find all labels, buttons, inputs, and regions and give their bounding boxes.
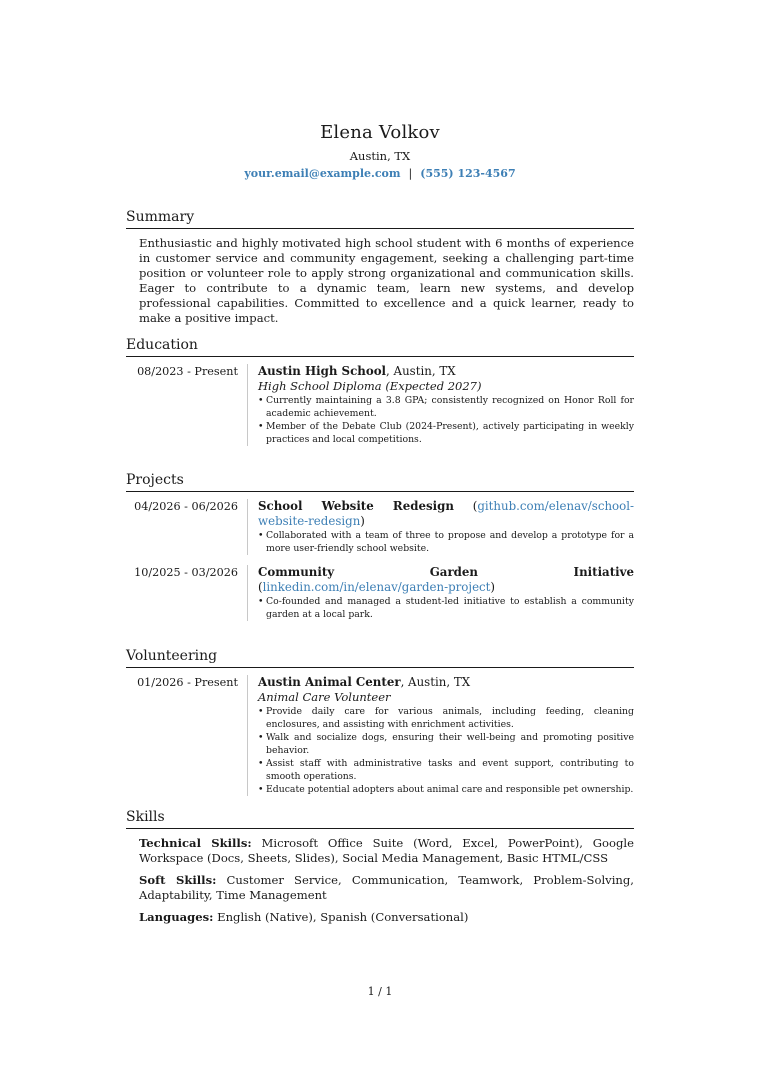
- phone-link[interactable]: (555) 123-4567: [420, 167, 516, 180]
- entry-bullets: [258, 394, 634, 446]
- education-section: [126, 336, 634, 456]
- project-name: School Website Redesign: [258, 499, 454, 513]
- entry-title: [258, 499, 634, 529]
- project-link[interactable]: linkedin.com/in/elenav/garden-project: [262, 580, 491, 594]
- section-title-skills: Skills: [126, 808, 634, 829]
- bullet-item: • Member of the Debate Club (2024-Present), actively participating in weekly practices and local competitions.: [258, 420, 634, 446]
- project-link[interactable]: github.com/elenav/school-website-redesign: [258, 499, 635, 528]
- skill-technical: [139, 836, 634, 866]
- candidate-location: Austin, TX: [349, 149, 411, 163]
- entry-body: [247, 565, 634, 621]
- paren-close: ): [360, 514, 365, 528]
- bullet-item: • Currently maintaining a 3.8 GPA; consistently recognized on Honor Roll for academic achievement.: [258, 394, 634, 420]
- entry-date: 04/2026 - 06/2026: [134, 500, 238, 513]
- entry-body: [247, 499, 634, 555]
- summary-text: Enthusiastic and highly motivated high school student with 6 months of experience in customer service and community engagement, seeking a challenging part-time position or volunteer role to apply strong organizational and communication skills. Eager to contribute to a dynamic team, learn new systems, and develop professional capabilities. Committed to excellence and a quick learner, ready to make a positive impact.: [139, 236, 634, 325]
- volunteering-section: [126, 647, 634, 806]
- projects-section: [126, 471, 634, 631]
- entry-date: 08/2023 - Present: [137, 365, 238, 378]
- entry-bullets: [258, 529, 634, 555]
- section-title-summary: Summary: [126, 208, 634, 229]
- bullet-item: • Walk and socialize dogs, ensuring their well-being and promoting positive behavior.: [258, 731, 634, 757]
- skill-value: English (Native), Spanish (Conversational): [213, 910, 469, 924]
- email-link[interactable]: your.email@example.com: [244, 167, 401, 180]
- entry-date: 01/2026 - Present: [137, 676, 238, 689]
- skill-label: Technical Skills:: [139, 836, 252, 850]
- bullet-item: • Collaborated with a team of three to propose and develop a prototype for a more user-friendly school website.: [258, 529, 634, 555]
- skill-label: Languages:: [139, 910, 214, 924]
- entry-location: , Austin, TX: [400, 675, 471, 689]
- candidate-name: Elena Volkov: [320, 122, 440, 143]
- bullet-item: • Educate potential adopters about animal care and responsible pet ownership.: [258, 783, 634, 796]
- entry-date: 10/2025 - 03/2026: [134, 566, 238, 579]
- skill-value: Customer Service, Communication, Teamwork, Problem-Solving, Adaptability, Time Management: [139, 873, 634, 902]
- resume-header: [0, 121, 760, 182]
- bullet-item: • Assist staff with administrative tasks and event support, contributing to smooth operations.: [258, 757, 634, 783]
- bullet-item: • Provide daily care for various animals, including feeding, cleaning enclosures, and assisting with enrichment activities.: [258, 705, 634, 731]
- entry-location: , Austin, TX: [386, 364, 456, 378]
- entry-body: [247, 675, 634, 796]
- entry-bullets: [258, 705, 634, 796]
- project-entry: [126, 499, 634, 555]
- entry-title: [258, 565, 634, 595]
- skill-languages: [139, 910, 634, 925]
- section-title-education: Education: [126, 336, 634, 357]
- entry-subtitle: Animal Care Volunteer: [258, 690, 391, 704]
- project-name: Community Garden Initiative: [258, 565, 634, 579]
- paren-open: (: [453, 499, 478, 513]
- entry-org: Austin Animal Center: [258, 675, 401, 689]
- paren-open: (: [258, 580, 263, 594]
- contact-line: [0, 166, 760, 182]
- contact-separator: |: [408, 167, 413, 180]
- entry-subtitle: High School Diploma (Expected 2027): [258, 379, 482, 393]
- entry-org: Austin High School: [258, 364, 387, 378]
- bullet-item: • Co-founded and managed a student-led initiative to establish a community garden at a local park.: [258, 595, 634, 621]
- entry-title: [258, 364, 634, 379]
- entry-body: [247, 364, 634, 446]
- section-title-projects: Projects: [126, 471, 634, 492]
- skills-section: [126, 808, 634, 932]
- entry-bullets: [258, 595, 634, 621]
- skill-label: Soft Skills:: [139, 873, 217, 887]
- page-number: 1 / 1: [367, 985, 393, 998]
- paren-close: ): [490, 580, 496, 594]
- project-entry: [126, 565, 634, 621]
- section-title-volunteering: Volunteering: [126, 647, 634, 668]
- summary-section: [126, 208, 634, 326]
- volunteering-entry: [126, 675, 634, 796]
- entry-title: [258, 675, 634, 690]
- education-entry: [126, 364, 634, 446]
- skill-soft: [139, 873, 634, 903]
- skill-value: Microsoft Office Suite (Word, Excel, PowerPoint), Google Workspace (Docs, Sheets, Slides), Social Media Management, Basic HTML/CSS: [139, 836, 634, 865]
